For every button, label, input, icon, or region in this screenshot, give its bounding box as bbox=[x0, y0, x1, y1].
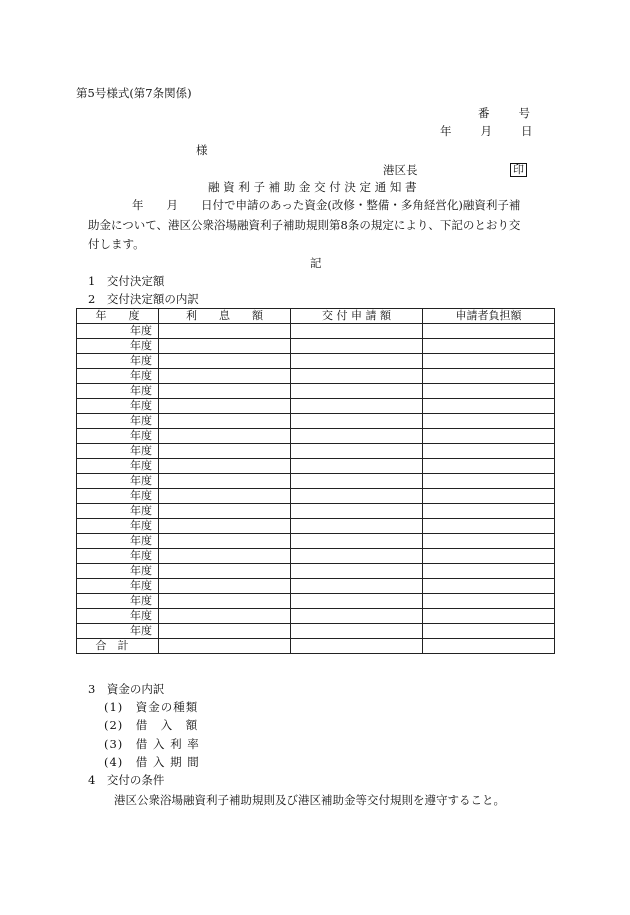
year-cell: 年度 bbox=[77, 624, 159, 639]
total-interest-cell bbox=[159, 639, 291, 654]
burden-cell bbox=[423, 399, 555, 414]
interest-cell bbox=[159, 444, 291, 459]
table-row bbox=[77, 459, 555, 474]
applied-cell bbox=[291, 429, 423, 444]
burden-cell bbox=[423, 429, 555, 444]
interest-cell bbox=[159, 339, 291, 354]
table-row bbox=[77, 369, 555, 384]
applied-cell bbox=[291, 384, 423, 399]
applied-cell bbox=[291, 519, 423, 534]
burden-cell bbox=[423, 594, 555, 609]
seal-mark bbox=[510, 162, 527, 177]
applied-cell bbox=[291, 459, 423, 474]
burden-cell bbox=[423, 549, 555, 564]
year-cell: 年度 bbox=[77, 339, 159, 354]
interest-cell bbox=[159, 609, 291, 624]
table-row bbox=[77, 414, 555, 429]
table-row bbox=[77, 444, 555, 459]
table-row bbox=[77, 519, 555, 534]
year-cell: 年度 bbox=[77, 414, 159, 429]
year-cell: 年度 bbox=[77, 459, 159, 474]
section-1-heading: 1 交付決定額 bbox=[88, 274, 165, 288]
interest-cell bbox=[159, 414, 291, 429]
table-row bbox=[77, 579, 555, 594]
applied-cell bbox=[291, 534, 423, 549]
table-row bbox=[77, 549, 555, 564]
table-row bbox=[77, 624, 555, 639]
burden-cell bbox=[423, 339, 555, 354]
number-line: 番 号 bbox=[478, 106, 532, 120]
total-row bbox=[77, 639, 555, 654]
addressee-suffix: 様 bbox=[196, 143, 208, 157]
table-row bbox=[77, 534, 555, 549]
loan-rate: (3) 借 入 利 率 bbox=[104, 737, 200, 751]
applied-cell bbox=[291, 609, 423, 624]
year-cell: 年度 bbox=[77, 594, 159, 609]
applied-cell bbox=[291, 444, 423, 459]
table-row bbox=[77, 594, 555, 609]
year-cell: 年度 bbox=[77, 519, 159, 534]
year-cell: 年度 bbox=[77, 474, 159, 489]
interest-cell bbox=[159, 519, 291, 534]
table-row bbox=[77, 429, 555, 444]
year-cell: 年度 bbox=[77, 324, 159, 339]
burden-cell bbox=[423, 609, 555, 624]
burden-cell bbox=[423, 474, 555, 489]
interest-cell bbox=[159, 384, 291, 399]
conditions-text: 港区公衆浴場融資利子補助規則及び港区補助金等交付規則を遵守すること。 bbox=[114, 793, 505, 807]
table-row bbox=[77, 324, 555, 339]
total-label: 合計 bbox=[77, 639, 159, 654]
interest-cell bbox=[159, 504, 291, 519]
loan-amount: (2) 借 入 額 bbox=[104, 718, 199, 732]
burden-cell bbox=[423, 564, 555, 579]
header-applied: 交 付 申 請 額 bbox=[291, 309, 423, 324]
applied-cell bbox=[291, 549, 423, 564]
year-cell: 年度 bbox=[77, 579, 159, 594]
date-line: 年 月 日 bbox=[440, 124, 535, 138]
interest-cell bbox=[159, 564, 291, 579]
year-cell: 年度 bbox=[77, 504, 159, 519]
table-row bbox=[77, 504, 555, 519]
year-cell: 年度 bbox=[77, 399, 159, 414]
applied-cell bbox=[291, 414, 423, 429]
section-4-heading: 4 交付の条件 bbox=[88, 773, 165, 787]
applied-cell bbox=[291, 399, 423, 414]
section-2-heading: 2 交付決定額の内訳 bbox=[88, 292, 199, 306]
burden-cell bbox=[423, 534, 555, 549]
applied-cell bbox=[291, 504, 423, 519]
interest-cell bbox=[159, 549, 291, 564]
applied-cell bbox=[291, 489, 423, 504]
applied-cell bbox=[291, 354, 423, 369]
year-cell: 年度 bbox=[77, 429, 159, 444]
document-title: 融 資 利 子 補 助 金 交 付 決 定 通 知 書 bbox=[208, 180, 417, 194]
breakdown-table bbox=[76, 308, 555, 654]
loan-period: (4) 借 入 期 間 bbox=[104, 755, 200, 769]
ki-heading: 記 bbox=[310, 256, 322, 270]
applied-cell bbox=[291, 339, 423, 354]
year-cell: 年度 bbox=[77, 369, 159, 384]
applied-cell bbox=[291, 324, 423, 339]
applied-cell bbox=[291, 624, 423, 639]
year-cell: 年度 bbox=[77, 384, 159, 399]
applied-cell bbox=[291, 474, 423, 489]
burden-cell bbox=[423, 324, 555, 339]
burden-cell bbox=[423, 519, 555, 534]
interest-cell bbox=[159, 474, 291, 489]
interest-cell bbox=[159, 579, 291, 594]
table-row bbox=[77, 489, 555, 504]
burden-cell bbox=[423, 624, 555, 639]
interest-cell bbox=[159, 489, 291, 504]
burden-cell bbox=[423, 489, 555, 504]
table-row bbox=[77, 354, 555, 369]
body-text: 年 月 日付で申請のあった資金(改修・整備・多角経営化)融資利子補助金について、港区公衆浴場融資利子補助規則第8条の規定により、下記のとおり交付します。 bbox=[88, 198, 521, 251]
burden-cell bbox=[423, 504, 555, 519]
table-row bbox=[77, 384, 555, 399]
interest-cell bbox=[159, 369, 291, 384]
interest-cell bbox=[159, 534, 291, 549]
interest-cell bbox=[159, 594, 291, 609]
header-year: 年 度 bbox=[77, 309, 159, 324]
interest-cell bbox=[159, 354, 291, 369]
burden-cell bbox=[423, 369, 555, 384]
interest-cell bbox=[159, 624, 291, 639]
table-row bbox=[77, 399, 555, 414]
table-row bbox=[77, 339, 555, 354]
section-3-heading: 3 資金の内訳 bbox=[88, 682, 165, 696]
interest-cell bbox=[159, 459, 291, 474]
burden-cell bbox=[423, 354, 555, 369]
applied-cell bbox=[291, 564, 423, 579]
interest-cell bbox=[159, 324, 291, 339]
fund-type: (1) 資金の種類 bbox=[104, 700, 199, 714]
total-burden-cell bbox=[423, 639, 555, 654]
interest-cell bbox=[159, 399, 291, 414]
burden-cell bbox=[423, 579, 555, 594]
table-header-row bbox=[77, 309, 555, 324]
burden-cell bbox=[423, 384, 555, 399]
table-row bbox=[77, 564, 555, 579]
year-cell: 年度 bbox=[77, 444, 159, 459]
year-cell: 年度 bbox=[77, 609, 159, 624]
burden-cell bbox=[423, 444, 555, 459]
header-interest: 利 息 額 bbox=[159, 309, 291, 324]
seal-icon: 印 bbox=[510, 163, 527, 177]
year-cell: 年度 bbox=[77, 489, 159, 504]
year-cell: 年度 bbox=[77, 354, 159, 369]
table-row bbox=[77, 474, 555, 489]
form-id: 第5号様式(第7条関係) bbox=[76, 86, 192, 100]
applied-cell bbox=[291, 579, 423, 594]
applied-cell bbox=[291, 594, 423, 609]
year-cell: 年度 bbox=[77, 549, 159, 564]
header-burden: 申請者負担額 bbox=[423, 309, 555, 324]
total-applied-cell bbox=[291, 639, 423, 654]
year-cell: 年度 bbox=[77, 564, 159, 579]
table-row bbox=[77, 609, 555, 624]
issuer: 港区長 bbox=[383, 163, 418, 177]
year-cell: 年度 bbox=[77, 534, 159, 549]
burden-cell bbox=[423, 459, 555, 474]
burden-cell bbox=[423, 414, 555, 429]
interest-cell bbox=[159, 429, 291, 444]
applied-cell bbox=[291, 369, 423, 384]
